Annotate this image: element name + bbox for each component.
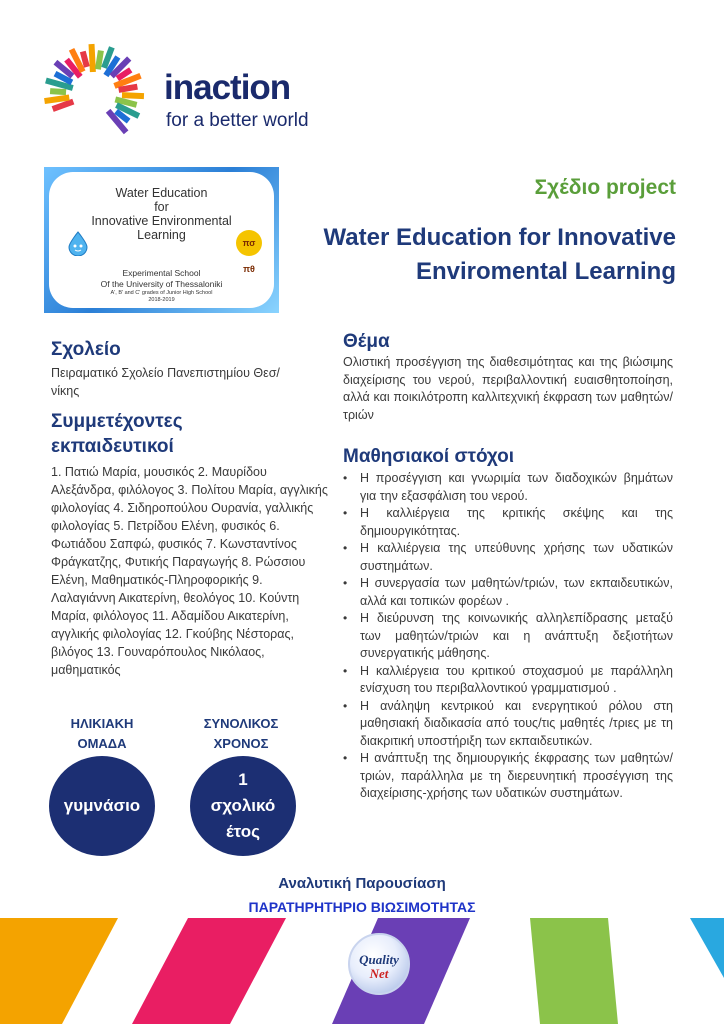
list-item: • Η προσέγγιση και γνωριμία των διαδοχικών βημάτων για την εξασφάλιση του νερού. xyxy=(343,470,673,505)
stripe-1 xyxy=(0,918,118,1024)
topic-value: Ολιστική προσέγγιση της διαθεσιμότητας και της βιώσιμης διαχείρισης του νερού, περιβαλλοντική ευαισθητοποίηση, αλλά και ποικιλότροπη καλλιτεχνική έκφραση των μαθητών/τριών xyxy=(343,355,673,422)
school-heading: Σχολείο xyxy=(51,339,121,360)
footer-presentation-title: Αναλυτική Παρουσίαση xyxy=(278,875,446,892)
list-item: • Η ανάληψη κεντρικού και ενεργητικού ρόλου στη μαθησιακή διαδικασία από τους/τις μαθητές /τριες με τη διακριτική υποστήριξη των εκπαιδευτικών. xyxy=(343,698,673,751)
sunburst-rays xyxy=(44,44,143,132)
total-time-label: ΣΥΝΟΛΙΚΟΣ ΧΡΟΝΟΣ xyxy=(203,716,279,751)
logo-tagline: for a better world xyxy=(166,110,309,131)
water-drop-icon xyxy=(65,230,91,256)
document-type: Σχέδιο project xyxy=(534,176,676,199)
sunburst-ray xyxy=(53,102,74,110)
logo-wordmark: inaction xyxy=(164,68,291,107)
sunburst-ray xyxy=(92,44,93,72)
stripe-2 xyxy=(132,918,286,1024)
list-item: • Η καλλιέργεια της υπεύθυνης χρήσης των υδατικών συστημάτων. xyxy=(343,540,673,575)
quality-net-logo: Quality Net xyxy=(348,933,410,995)
footer-observatory: ΠΑΡΑΤΗΡΗΤΗΡΙΟ ΒΙΩΣΙΜΟΤΗΤΑΣ xyxy=(248,899,476,915)
list-item: • Η ανάπτυξη της δημιουργικής έκφρασης των μαθητών/τριών, παράλληλα με τη διερευνητική προσέγγιση της διαχείρισης-χρήσης των υδατικών συστημάτων. xyxy=(343,750,673,803)
total-time-badge: 1 σχολικό έτος xyxy=(190,756,296,856)
list-item: • Η διεύρυνση της κοινωνικής αλληλεπίδρασης μεταξύ των μαθητών/τριών και η ανάπτυξη δεξιοτήτων συνεργατικής μάθησης. xyxy=(343,610,673,663)
sunburst-ray xyxy=(98,51,101,70)
sunburst-ray xyxy=(122,95,144,96)
sunburst-logo-icon xyxy=(40,38,156,138)
age-group-badge: γυμνάσιο xyxy=(49,756,155,856)
card-title: Water Education for Innovative Environmental Learning xyxy=(91,186,232,242)
card-school: Experimental School Of the University of Thessaloniki xyxy=(100,268,223,289)
project-card-image xyxy=(44,167,279,313)
teachers-list: 1. Πατιώ Μαρία, μουσικός 2. Μαυρίδου Αλεξάνδρα, φιλόλογος 3. Πολίτου Μαρία, αγγλικής φιλολογίας 4. Σιδηροπούλου Ουρανία, γαλλικής φιλολογίας 5. Πετρίδου Ελένη, φυσικός 6. Φωτιάδου Σαπφώ, φυσικός 7. Κωνσταντίνος Φράγκατζης, Φυτικής Παραγωγής 8. Ρώσσιου Ελένη, Μαθηματικός-Πληροφορικής 9. Λαλαγιάννη Αικατερίνη, θεολόγος 10. Κούντη Μαρία, φιλόλογος 11. Αδαμίδου Αικατερίνη, αγγλικής φιλολογίας 12. Γκούβης Νέστορας, βιλόγος 13. Γουναρόπουλος Νικόλαος, μαθηματικός xyxy=(51,465,328,677)
school-badge-icon: πσ πθ xyxy=(236,230,262,256)
sunburst-ray xyxy=(83,51,87,66)
learning-goals-heading: Μαθησιακοί στόχοι xyxy=(343,446,514,467)
age-group-label: ΗΛΙΚΙΑΚΗ ΟΜΑΔΑ xyxy=(70,716,134,751)
stripe-4 xyxy=(530,918,618,1024)
list-item: • Η συνεργασία των μαθητών/τριών, των εκπαιδευτικών, αλλά και τοπικών φορέων . xyxy=(343,575,673,610)
school-value: Πειραματικό Σχολείο Πανεπιστημίου Θεσ/νίκης xyxy=(51,366,280,398)
page-title: Water Education for Innovative Enviromental Learning xyxy=(323,224,676,285)
sunburst-ray xyxy=(119,87,138,90)
sunburst-ray xyxy=(50,91,66,92)
sunburst-ray xyxy=(44,98,69,102)
teachers-heading: Συμμετέχοντες εκπαιδευτικοί xyxy=(51,411,183,457)
learning-goals-list xyxy=(343,470,673,803)
in-action-logo xyxy=(40,38,340,138)
stripe-5 xyxy=(690,918,724,978)
card-grades: A', B' and C' grades of Junior High School 2018-2019 xyxy=(110,290,213,303)
list-item: • Η καλλιέργεια της κριτικής σκέψης και της δημιουργικότητας. xyxy=(343,505,673,540)
list-item: • Η καλλιέργεια του κριτικού στοχασμού με παράλληλη ενίσχυση του περιβαλλοντικού γραμματισμού . xyxy=(343,663,673,698)
topic-heading: Θέμα xyxy=(343,331,390,352)
